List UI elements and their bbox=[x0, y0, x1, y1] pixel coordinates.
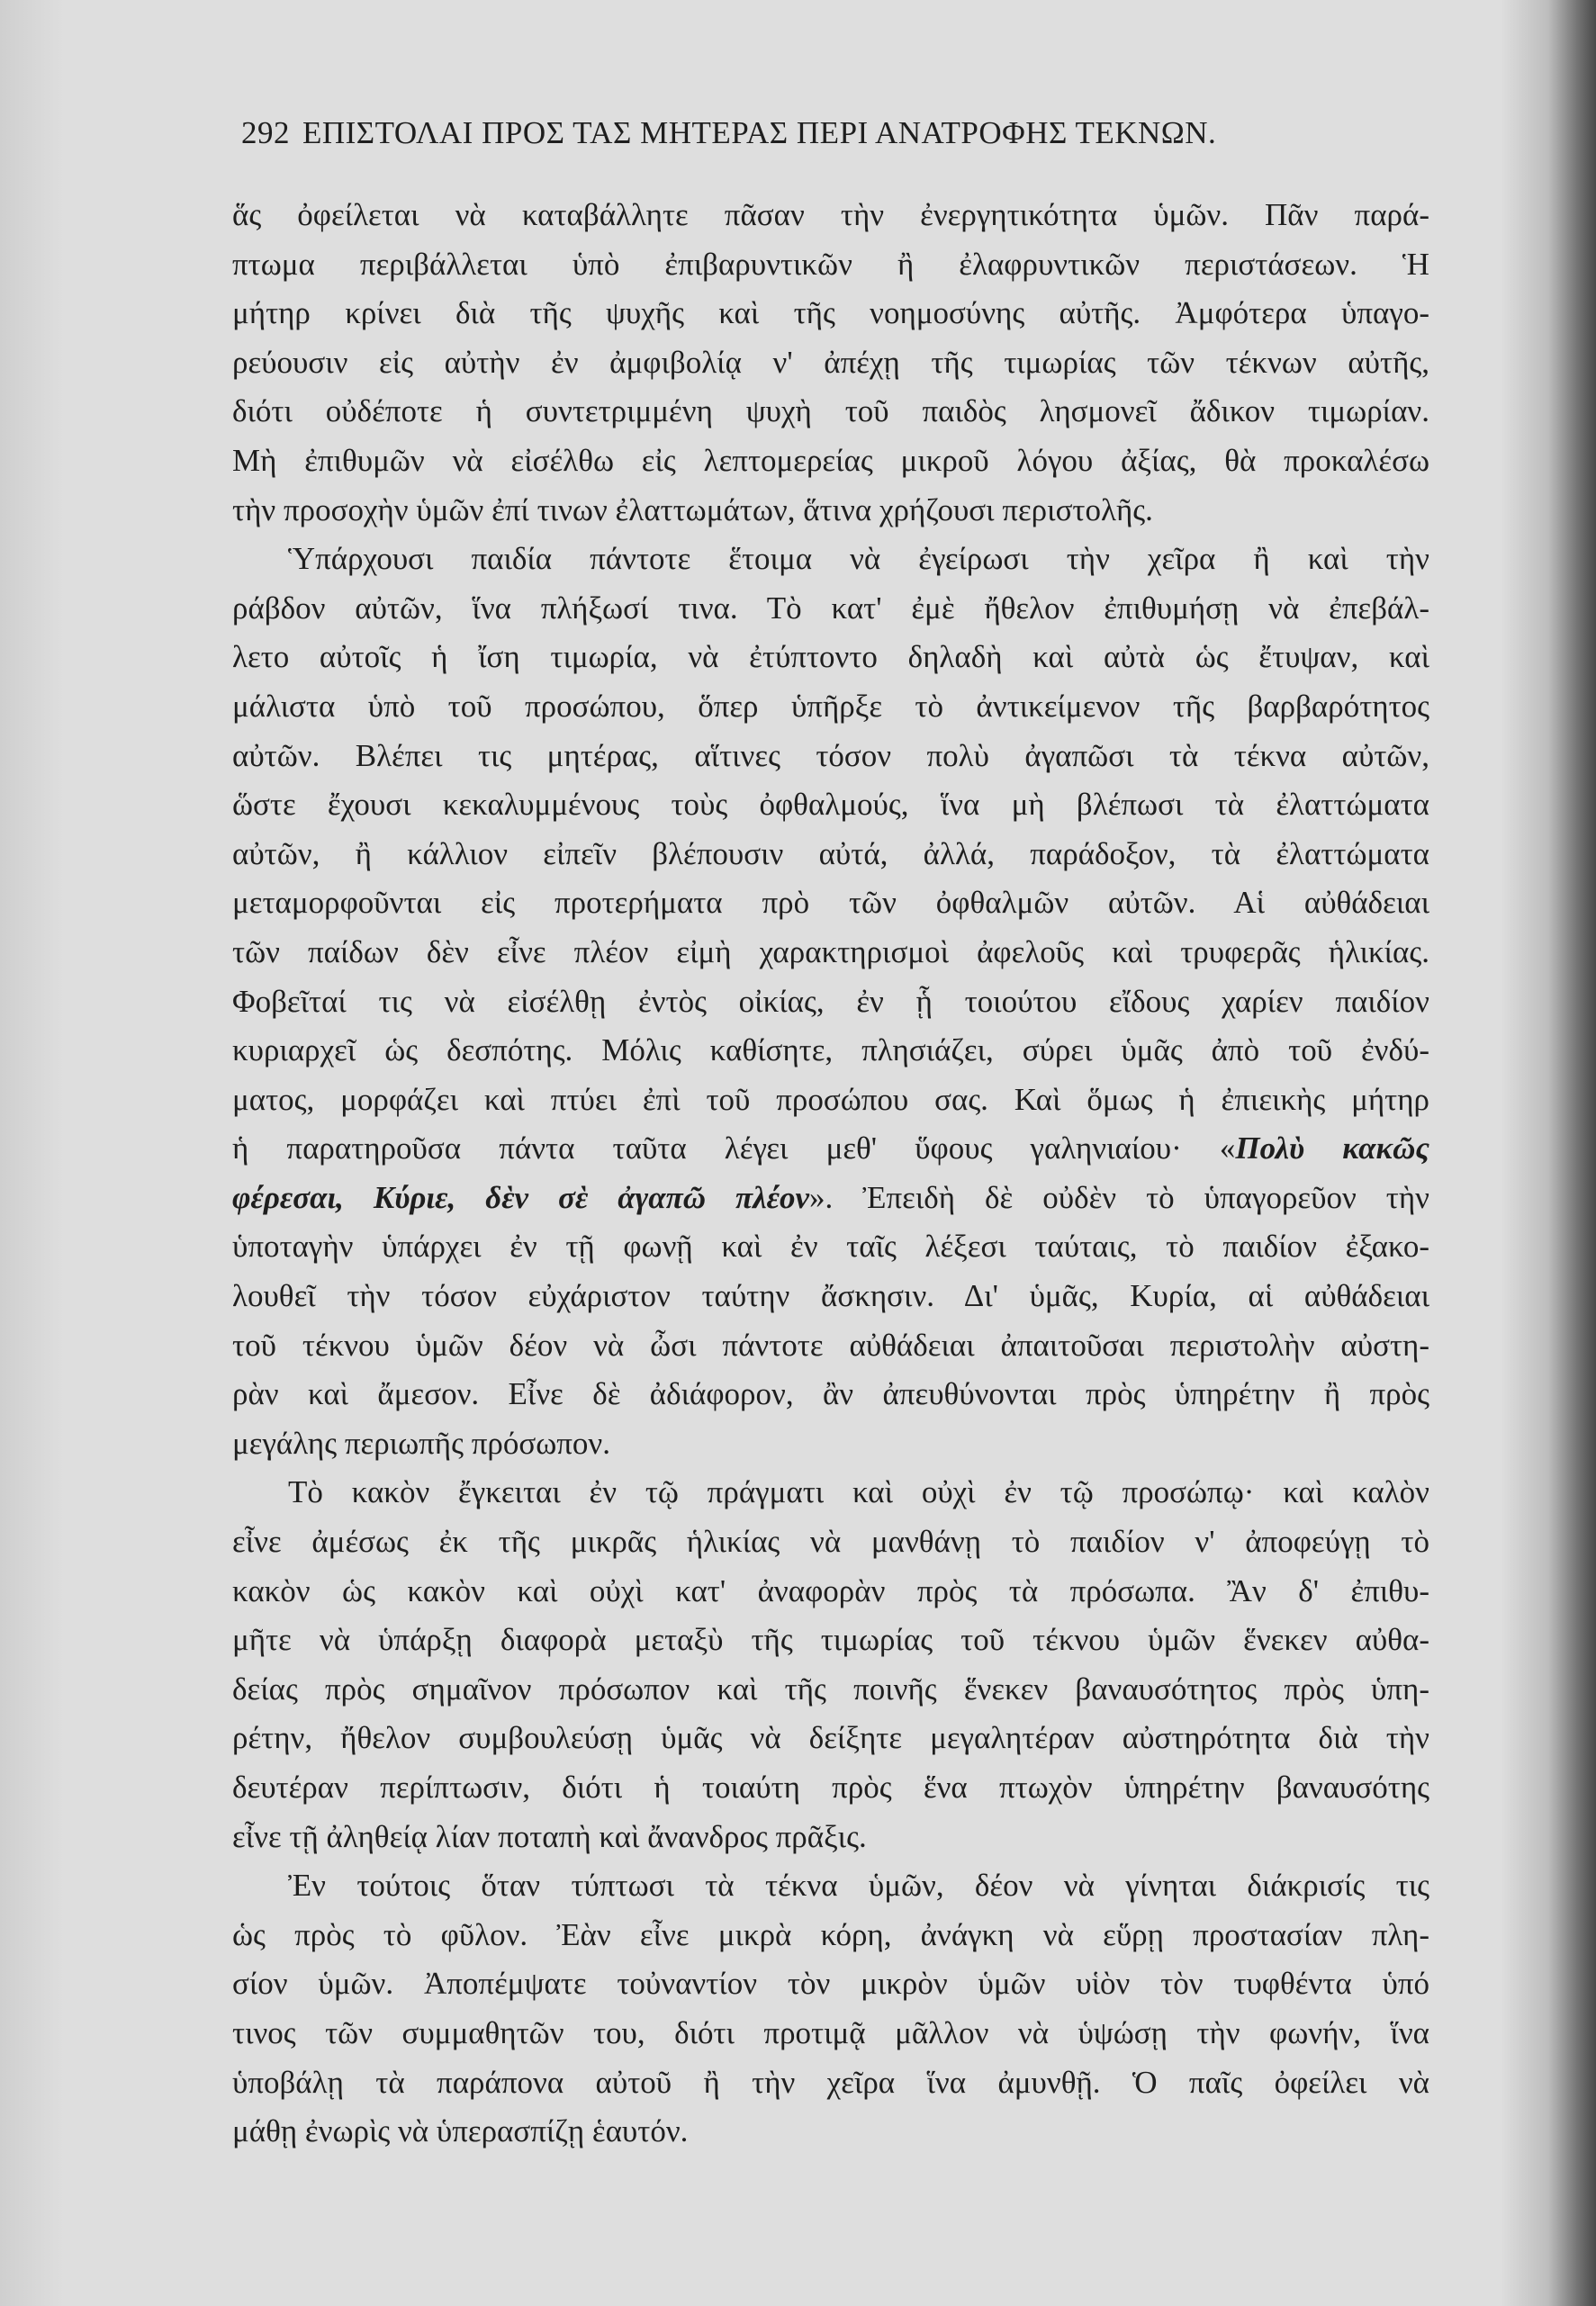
text-line: μεγάλης περιωπῆς πρόσωπον. bbox=[232, 1425, 610, 1461]
text-line: αὐτῶν, ἢ κάλλιον εἰπεῖν βλέπουσιν αὐτά, ἀλλά, παράδοξον, τὰ ἐλαττώματα bbox=[232, 835, 1429, 871]
text-line: Ὑπάρχουσι παιδία πάντοτε ἕτοιμα νὰ ἐγείρωσι τὴν χεῖρα ἢ καὶ τὴν bbox=[288, 541, 1429, 577]
text-line: τινος τῶν συμμαθητῶν του, διότι προτιμᾷ μᾶλλον νὰ ὑψώσῃ τὴν φωνήν, ἵνα bbox=[232, 2014, 1429, 2050]
text-line: Μὴ ἐπιθυμῶν νὰ εἰσέλθω εἰς λεπτομερείας μικροῦ λόγου ἀξίας, θὰ προκαλέσω bbox=[232, 442, 1429, 478]
text-line: ματος, μορφάζει καὶ πτύει ἐπὶ τοῦ προσώπου σας. Καὶ ὅμως ἡ ἐπιεικὴς μήτηρ bbox=[232, 1081, 1429, 1117]
text-line: μάθῃ ἐνωρὶς νὰ ὑπερασπίζῃ ἑαυτόν. bbox=[232, 2113, 689, 2149]
text-line: ράβδον αὐτῶν, ἵνα πλήξωσί τινα. Τὸ κατ' ἐμὲ ἤθελον ἐπιθυμήσῃ νὰ ἐπεβάλ- bbox=[232, 590, 1429, 626]
text-line: ἡ παρατηροῦσα πάντα ταῦτα λέγει μεθ' ὕφους γαληνιαίου· «Πολὺ κακῶς bbox=[232, 1130, 1429, 1167]
text-line: Ἐν τούτοις ὅταν τύπτωσι τὰ τέκνα ὑμῶν, δέον νὰ γίνηται διάκρισίς τις bbox=[288, 1868, 1429, 1904]
running-header bbox=[241, 115, 1384, 151]
emphasized-phrase: φέρεσαι, Κύριε, δὲν σὲ ἀγαπῶ πλέον bbox=[232, 1179, 810, 1215]
text-line: ὑποταγὴν ὑπάρχει ἐν τῇ φωνῇ καὶ ἐν ταῖς λέξεσι ταύταις, τὸ παιδίον ἐξακο- bbox=[232, 1229, 1429, 1265]
text-line: φέρεσαι, Κύριε, δὲν σὲ ἀγαπῶ πλέον». Ἐπειδὴ δὲ οὐδὲν τὸ ὑπαγορεῦον τὴν bbox=[232, 1179, 1429, 1215]
text-line: μῆτε νὰ ὑπάρξῃ διαφορὰ μεταξὺ τῆς τιμωρίας τοῦ τέκνου ὑμῶν ἕνεκεν αὐθα- bbox=[232, 1622, 1429, 1658]
text-line: μάλιστα ὑπὸ τοῦ προσώπου, ὅπερ ὑπῆρξε τὸ ἀντικείμενον τῆς βαρβαρότητος bbox=[232, 688, 1429, 724]
text-line: ρεύουσιν εἰς αὐτὴν ἐν ἀμφιβολίᾳ ν' ἀπέχῃ τῆς τιμωρίας τῶν τέκνων αὐτῆς, bbox=[232, 344, 1429, 380]
text-line: τοῦ τέκνου ὑμῶν δέον νὰ ὦσι πάντοτε αὐθάδειαι ἀπαιτοῦσαι περιστολὴν αὐστη- bbox=[232, 1327, 1429, 1363]
text-line: ὑποβάλῃ τὰ παράπονα αὐτοῦ ἢ τὴν χεῖρα ἵνα ἀμυνθῇ. Ὁ παῖς ὀφείλει νὰ bbox=[232, 2064, 1429, 2100]
page-number: 292 bbox=[241, 115, 290, 150]
text-line: μεταμορφοῦνται εἰς προτερήματα πρὸ τῶν ὀφθαλμῶν αὐτῶν. Αἱ αὐθάδειαι bbox=[232, 885, 1429, 921]
text-line: δείας πρὸς σημαῖνον πρόσωπον καὶ τῆς ποινῆς ἕνεκεν βαναυσότητος πρὸς ὑπη- bbox=[232, 1671, 1429, 1707]
text-line: κυριαρχεῖ ὡς δεσπότης. Μόλις καθίσητε, πλησιάζει, σύρει ὑμᾶς ἀπὸ τοῦ ἐνδύ- bbox=[232, 1032, 1429, 1068]
text-line: σίον ὑμῶν. Ἀποπέμψατε τοὐναντίον τὸν μικρὸν ὑμῶν υἱὸν τὸν τυφθέντα ὑπό bbox=[232, 1966, 1429, 2002]
text-line: κακὸν ὡς κακὸν καὶ οὐχὶ κατ' ἀναφορὰν πρὸς τὰ πρόσωπα. Ἂν δ' ἐπιθυ- bbox=[232, 1572, 1429, 1608]
text-line: ὡς πρὸς τὸ φῦλον. Ἐὰν εἶνε μικρὰ κόρη, ἀνάγκη νὰ εὕρῃ προστασίαν πλη- bbox=[232, 1916, 1429, 1952]
text-line: Φοβεῖταί τις νὰ εἰσέλθῃ ἐντὸς οἰκίας, ἐν ᾗ τοιούτου εἴδους χαρίεν παιδίον bbox=[232, 983, 1429, 1019]
text-line: ρὰν καὶ ἄμεσον. Εἶνε δὲ ἀδιάφορον, ἂν ἀπευθύνονται πρὸς ὑπηρέτην ἢ πρὸς bbox=[232, 1376, 1429, 1412]
text-line: λουθεῖ τὴν τόσον εὐχάριστον ταύτην ἄσκησιν. Δι' ὑμᾶς, Κυρία, αἱ αὐθάδειαι bbox=[232, 1278, 1429, 1314]
text-line: ὥστε ἔχουσι κεκαλυμμένους τοὺς ὀφθαλμούς, ἵνα μὴ βλέπωσι τὰ ἐλαττώματα bbox=[232, 787, 1429, 823]
text-line: εἶνε ἀμέσως ἐκ τῆς μικρᾶς ἡλικίας νὰ μανθάνῃ τὸ παιδίον ν' ἀποφεύγῃ τὸ bbox=[232, 1524, 1429, 1560]
text-line: Τὸ κακὸν ἔγκειται ἐν τῷ πράγματι καὶ οὐχὶ ἐν τῷ προσώπῳ· καὶ καλὸν bbox=[288, 1474, 1429, 1510]
text-line: διότι οὐδέποτε ἡ συντετριμμένη ψυχὴ τοῦ παιδὸς λησμονεῖ ἄδικον τιμωρίαν. bbox=[232, 393, 1429, 429]
text-line: τῶν παίδων δὲν εἶνε πλέον εἰμὴ χαρακτηρισμοὶ ἀφελοῦς καὶ τρυφερᾶς ἡλικίας. bbox=[232, 933, 1429, 969]
text-line: τὴν προσοχὴν ὑμῶν ἐπί τινων ἐλαττωμάτων, ἅτινα χρήζουσι περιστολῆς. bbox=[232, 491, 1153, 527]
text-line: μήτηρ κρίνει διὰ τῆς ψυχῆς καὶ τῆς νοημοσύνης αὐτῆς. Ἀμφότερα ὑπαγο- bbox=[232, 295, 1429, 331]
text-line: πτωμα περιβάλλεται ὑπὸ ἐπιβαρυντικῶν ἢ ἐλαφρυντικῶν περιστάσεων. Ἡ bbox=[232, 246, 1429, 282]
text-line: δευτέραν περίπτωσιν, διότι ἡ τοιαύτη πρὸς ἕνα πτωχὸν ὑπηρέτην βαναυσότης bbox=[232, 1770, 1429, 1805]
emphasized-phrase: Πολὺ κακῶς bbox=[1235, 1130, 1429, 1167]
text-line: αὐτῶν. Βλέπει τις μητέρας, αἵτινες τόσον πολὺ ἀγαπῶσι τὰ τέκνα αὐτῶν, bbox=[232, 737, 1429, 773]
text-line: ρέτην, ἤθελον συμβουλεύσῃ ὑμᾶς νὰ δείξητε μεγαλητέραν αὐστηρότητα διὰ τὴν bbox=[232, 1720, 1429, 1756]
text-line: λετο αὐτοῖς ἡ ἴση τιμωρία, νὰ ἐτύπτοντο δηλαδὴ καὶ αὐτὰ ὡς ἔτυψαν, καὶ bbox=[232, 639, 1429, 675]
running-title: ΕΠΙΣΤΟΛΑΙ ΠΡΟΣ ΤΑΣ ΜΗΤΕΡΑΣ ΠΕΡΙ ΑΝΑΤΡΟΦΗΣ ΤΕΚΝΩΝ. bbox=[302, 115, 1217, 150]
body-text bbox=[232, 191, 1429, 2157]
text-line: ἅς ὀφείλεται νὰ καταβάλλητε πᾶσαν τὴν ἐνεργητικότητα ὑμῶν. Πᾶν παρά- bbox=[232, 197, 1429, 232]
text-line: εἶνε τῇ ἀληθείᾳ λίαν ποταπὴ καὶ ἄνανδρος πρᾶξις. bbox=[232, 1818, 867, 1854]
